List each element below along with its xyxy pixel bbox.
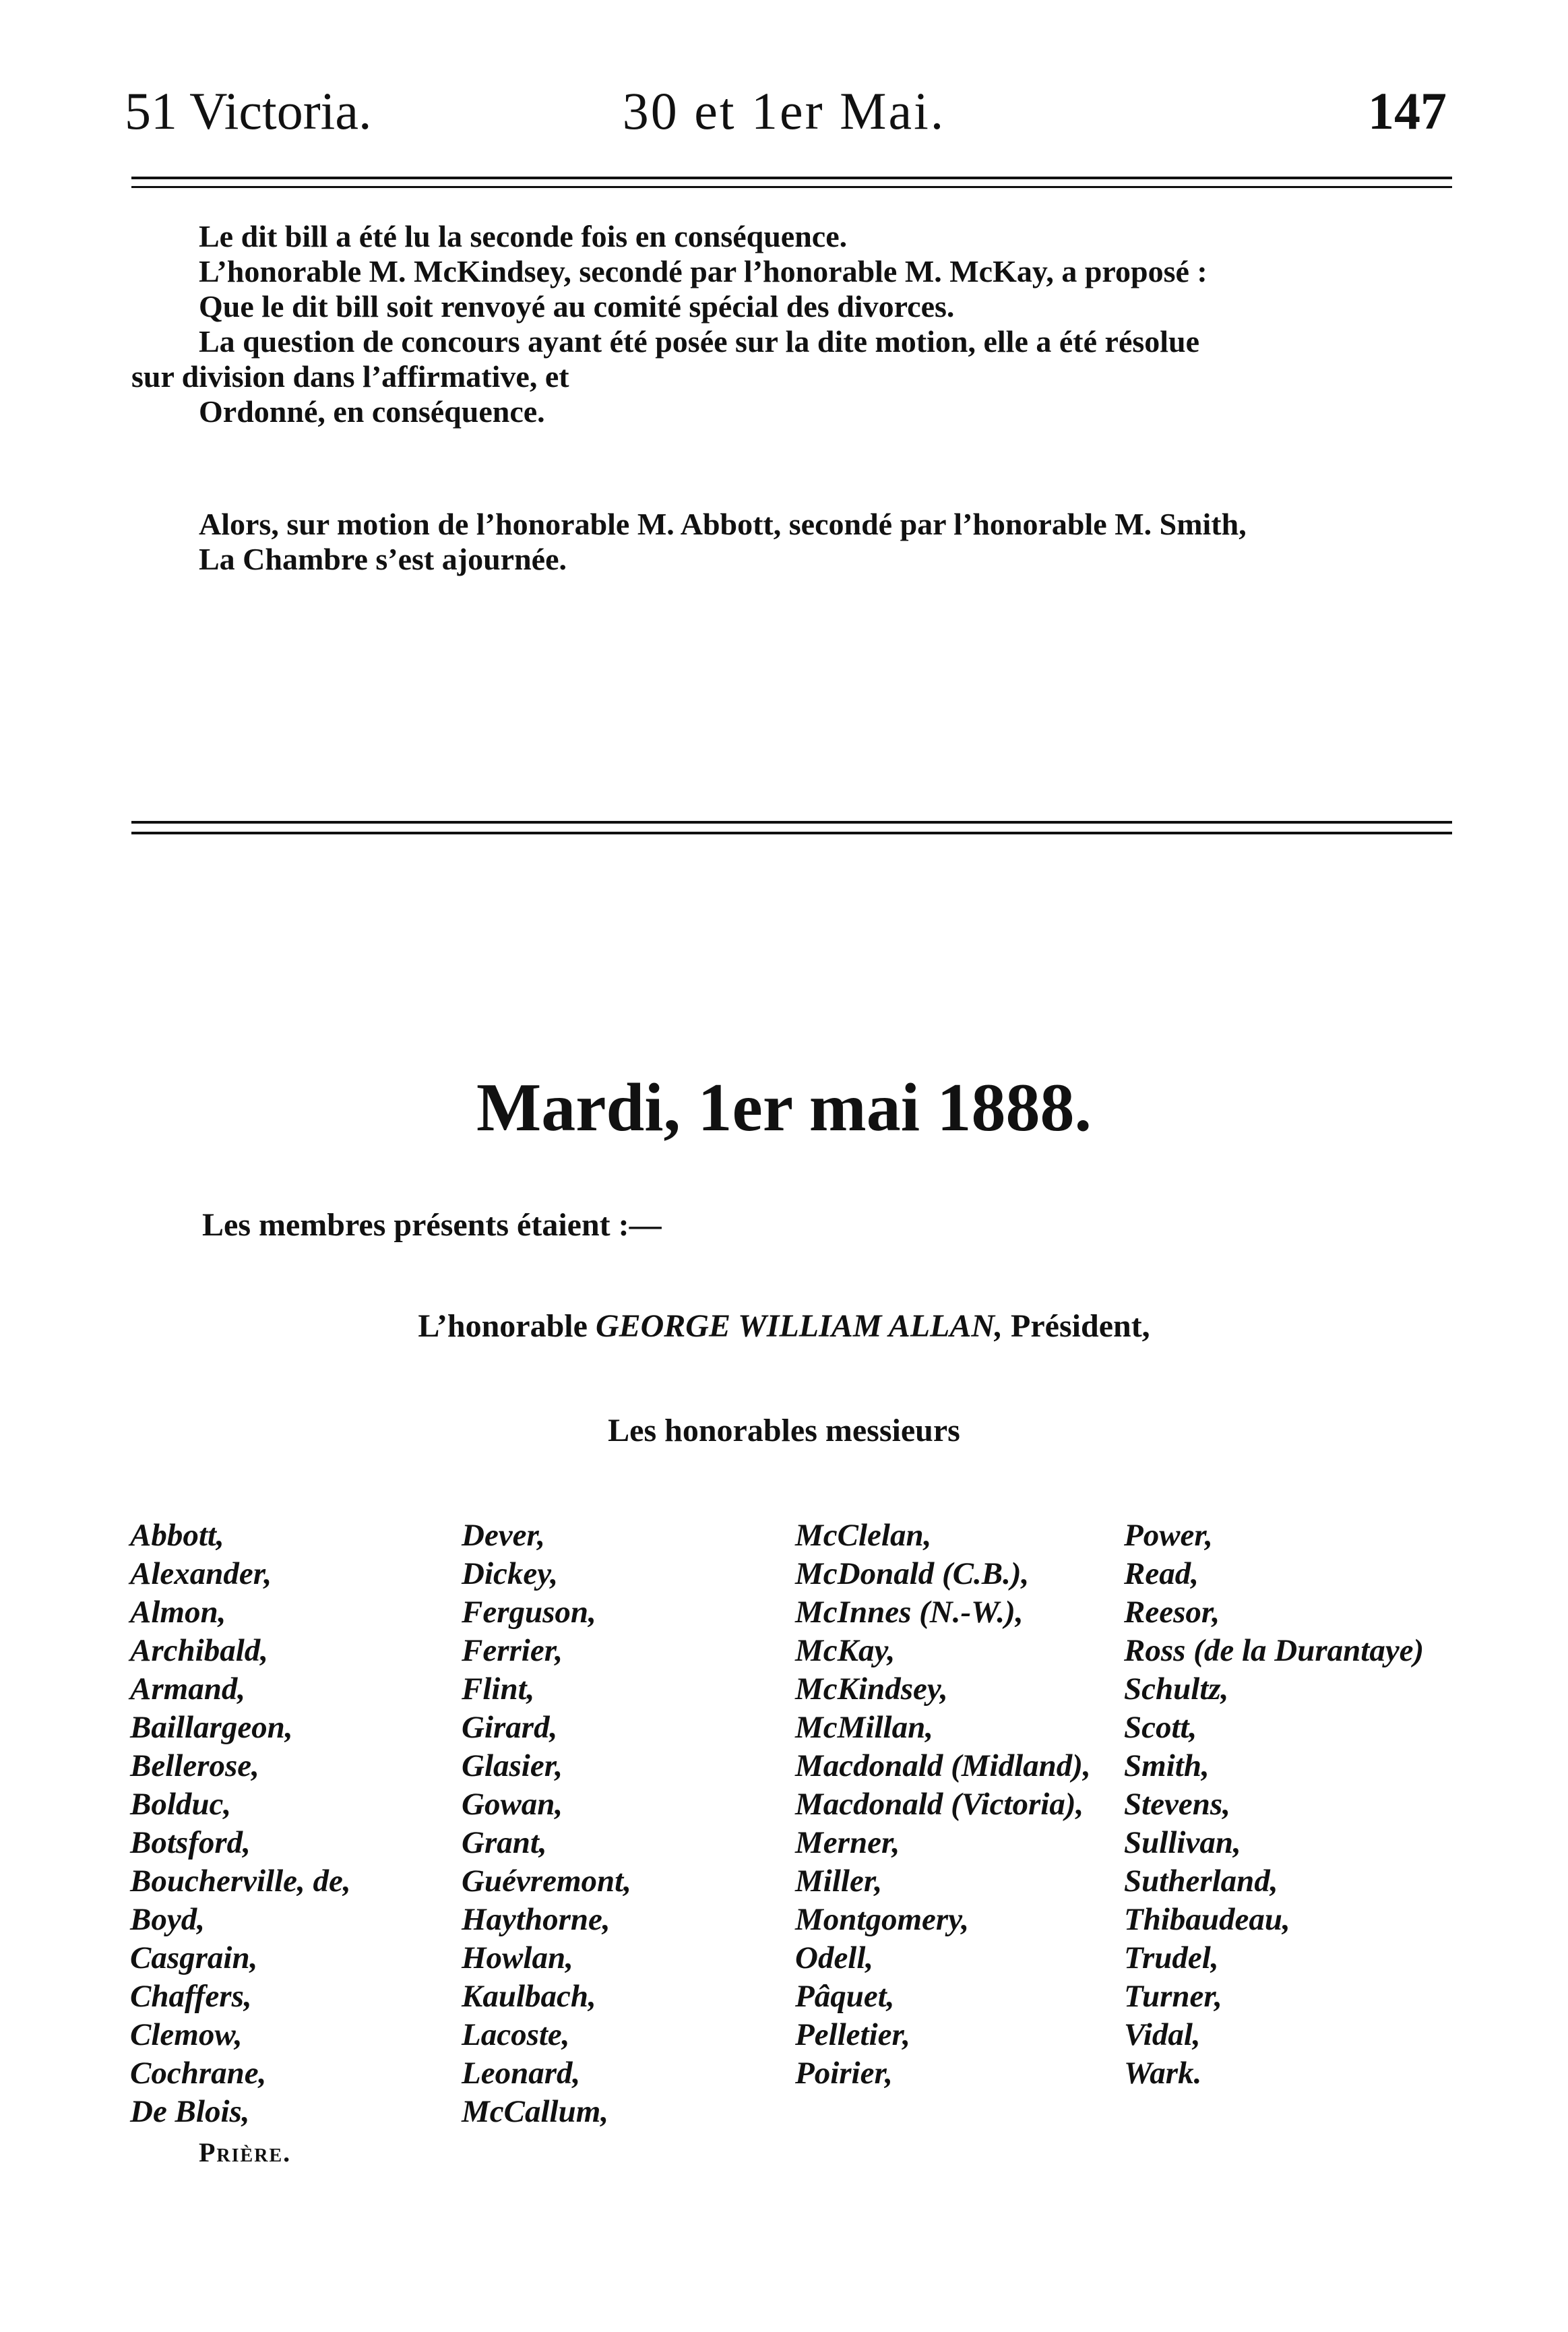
member-name: Read, <box>1124 1556 1199 1591</box>
sitting-date-title: Mardi, 1er mai 1888. <box>476 1070 1092 1146</box>
running-header-left: 51 Victoria. <box>125 82 372 140</box>
member-name: Glasier, <box>462 1748 563 1783</box>
proceedings-line: sur division dans l’affirmative, et <box>131 359 569 394</box>
member-name: Trudel, <box>1124 1940 1219 1975</box>
member-name: Lacoste, <box>462 2017 570 2052</box>
member-name: Ferguson, <box>462 1595 596 1630</box>
member-name: McMillan, <box>795 1710 934 1745</box>
running-header-center: 30 et 1er Mai. <box>622 82 946 140</box>
proceedings-text <box>131 219 1452 429</box>
member-name: McKay, <box>795 1633 896 1668</box>
members-column-1 <box>130 1516 351 2131</box>
member-name: Almon, <box>130 1595 226 1630</box>
member-name: Cochrane, <box>130 2056 267 2091</box>
member-name: Odell, <box>795 1940 874 1975</box>
member-name: Alexander, <box>130 1556 272 1591</box>
member-name: Dickey, <box>462 1556 559 1591</box>
members-column-3 <box>795 1516 1091 2093</box>
proceedings-line: Que le dit bill soit renvoyé au comité spécial des divorces. <box>199 289 955 324</box>
adjournment-line: Alors, sur motion de l’honorable M. Abbott, secondé par l’honorable M. Smith, <box>199 507 1247 541</box>
president-prefix: L’honorable <box>418 1308 588 1344</box>
member-name: Botsford, <box>130 1825 251 1860</box>
header-rule-bottom <box>131 186 1452 188</box>
honorables-heading: Les honorables messieurs <box>608 1413 960 1448</box>
member-name: Montgomery, <box>795 1902 970 1937</box>
member-name: Power, <box>1124 1518 1213 1553</box>
member-name: McCallum, <box>462 2094 609 2129</box>
member-name: Baillargeon, <box>130 1710 293 1745</box>
member-name: Gowan, <box>462 1787 563 1822</box>
member-name: Boucherville, de, <box>130 1864 351 1899</box>
member-name: Wark. <box>1124 2056 1202 2091</box>
member-name: McKindsey, <box>795 1671 948 1707</box>
president-title: Président, <box>1011 1308 1150 1344</box>
member-name: Smith, <box>1124 1748 1210 1783</box>
member-name: Bolduc, <box>130 1787 232 1822</box>
member-name: Macdonald (Midland), <box>795 1748 1091 1783</box>
president-line <box>0 1308 1568 1345</box>
member-name: Schultz, <box>1124 1671 1229 1707</box>
member-name: De Blois, <box>130 2094 250 2129</box>
members-column-4 <box>1124 1516 1424 2093</box>
member-name: Bellerose, <box>130 1748 259 1783</box>
section-rule-top <box>131 821 1452 824</box>
member-name: Scott, <box>1124 1710 1197 1745</box>
member-name: Grant, <box>462 1825 547 1860</box>
president-name: GEORGE WILLIAM ALLAN, <box>595 1308 1003 1344</box>
member-name: Ross (de la Durantaye) <box>1124 1633 1424 1668</box>
members-intro: Les membres présents étaient :— <box>202 1207 662 1243</box>
member-name: Kaulbach, <box>462 1979 596 2014</box>
member-name: Flint, <box>462 1671 535 1707</box>
member-name: Miller, <box>795 1864 883 1899</box>
member-name: Reesor, <box>1124 1595 1220 1630</box>
proceedings-line: Le dit bill a été lu la seconde fois en conséquence. <box>199 219 848 253</box>
member-name: McClelan, <box>795 1518 932 1553</box>
member-name: McDonald (C.B.), <box>795 1556 1030 1591</box>
member-name: Sullivan, <box>1124 1825 1241 1860</box>
member-name: Macdonald (Victoria), <box>795 1787 1084 1822</box>
member-name: Turner, <box>1124 1979 1222 2014</box>
member-name: Archibald, <box>130 1633 269 1668</box>
member-name: Dever, <box>462 1518 545 1553</box>
header-rule-top <box>131 177 1452 179</box>
member-name: Thibaudeau, <box>1124 1902 1290 1937</box>
prayer-label: Prière. <box>199 2137 292 2168</box>
proceedings-line: La question de concours ayant été posée sur la dite motion, elle a été résolue <box>199 324 1200 359</box>
member-name: Haythorne, <box>462 1902 610 1937</box>
member-name: McInnes (N.-W.), <box>795 1595 1024 1630</box>
member-name: Sutherland, <box>1124 1864 1278 1899</box>
members-column-2 <box>462 1516 631 2131</box>
member-name: Girard, <box>462 1710 558 1745</box>
adjournment-line: La Chambre s’est ajournée. <box>199 542 567 576</box>
member-name: Leonard, <box>462 2056 581 2091</box>
member-name: Chaffers, <box>130 1979 252 2014</box>
member-name: Pâquet, <box>795 1979 895 2014</box>
member-name: Stevens, <box>1124 1787 1230 1822</box>
member-name: Howlan, <box>462 1940 573 1975</box>
member-name: Abbott, <box>130 1518 224 1553</box>
proceedings-line: Ordonné, en conséquence. <box>199 394 545 429</box>
member-name: Boyd, <box>130 1902 205 1937</box>
member-name: Vidal, <box>1124 2017 1201 2052</box>
member-name: Guévremont, <box>462 1864 631 1899</box>
member-name: Casgrain, <box>130 1940 258 1975</box>
member-name: Clemow, <box>130 2017 243 2052</box>
member-name: Armand, <box>130 1671 246 1707</box>
member-name: Merner, <box>795 1825 900 1860</box>
section-rule-bottom <box>131 832 1452 834</box>
adjournment-text <box>131 507 1452 577</box>
member-name: Pelletier, <box>795 2017 910 2052</box>
proceedings-line: L’honorable M. McKindsey, secondé par l’honorable M. McKay, a proposé : <box>199 254 1208 288</box>
member-name: Poirier, <box>795 2056 893 2091</box>
member-name: Ferrier, <box>462 1633 563 1668</box>
page-number: 147 <box>1368 82 1447 140</box>
